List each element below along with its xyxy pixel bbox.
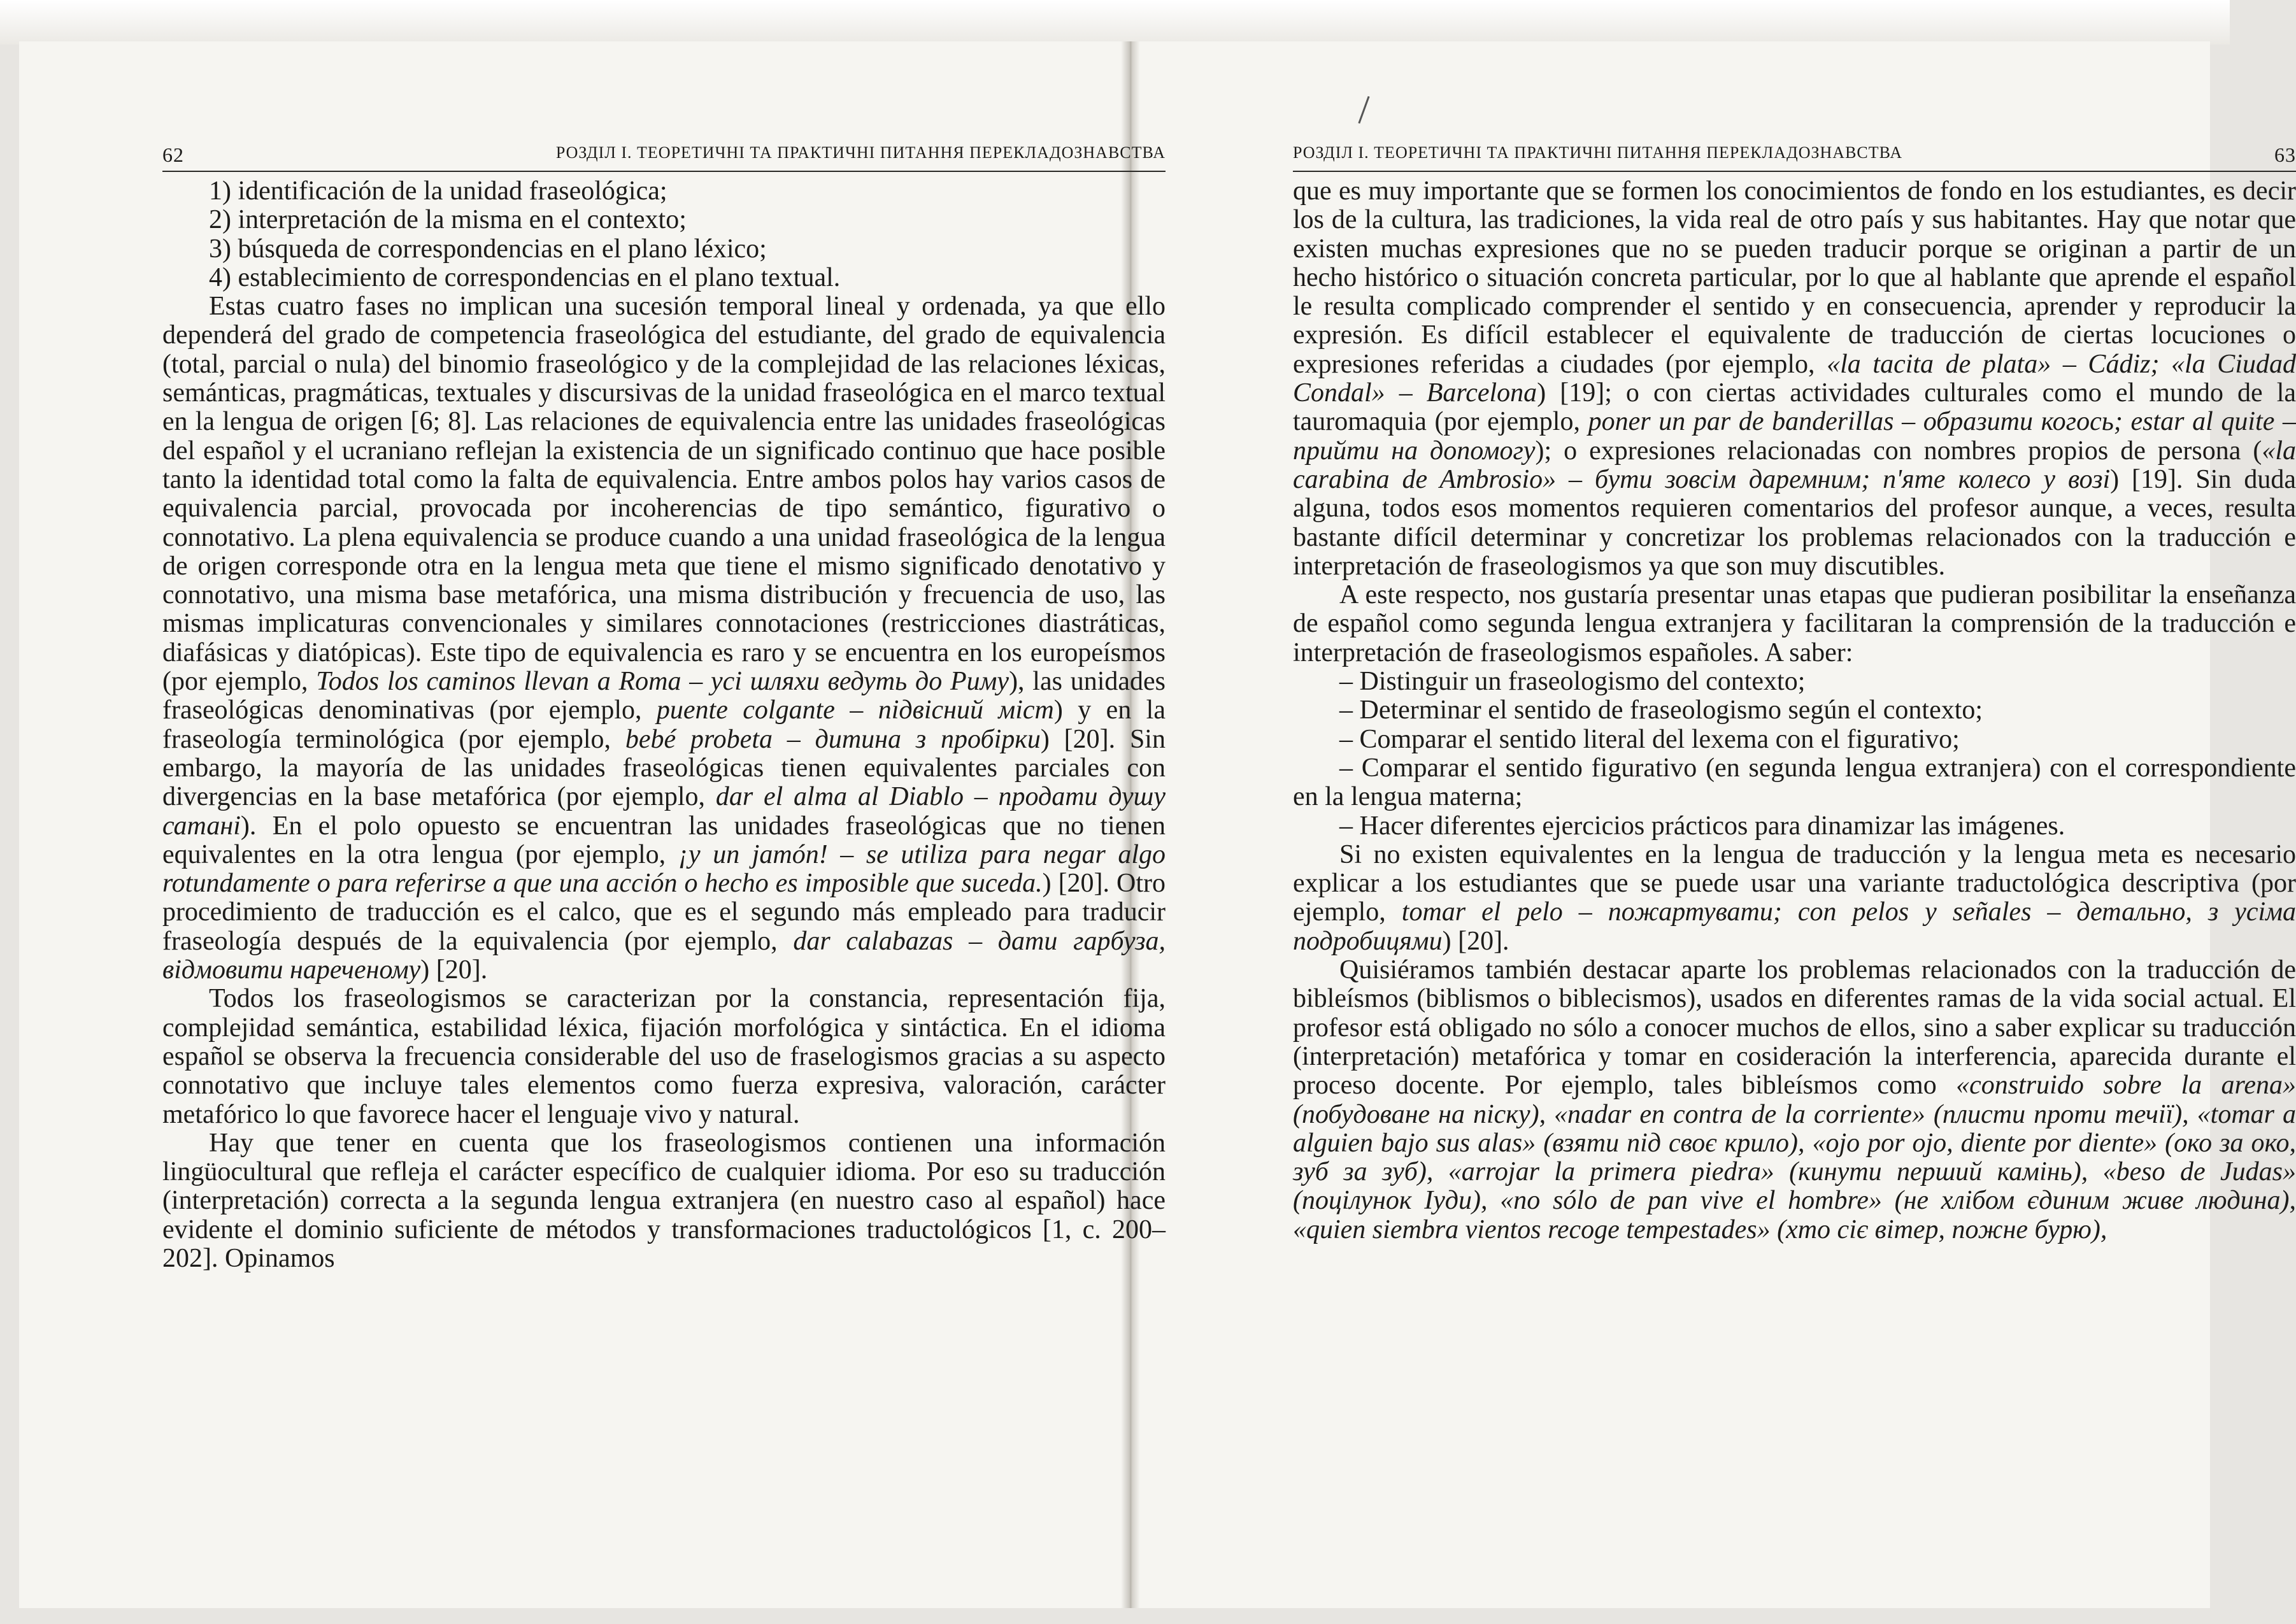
paragraph: Hay que tener en cuenta que los fraseologismos contienen una información lingüocultural que refleja el carácter específico de cualquier idioma. Por eso su traducción (interpretación) correcta a la segunda lengua extranjera (en nuestro caso al español) hace evidente el dominio suficiente de métodos y transformaciones traductológicos [1, с. 200–202]. Opinamos: [162, 1128, 1166, 1273]
step-item: 4) establecimiento de correspondencias en el plano textual.: [209, 262, 841, 292]
list-item: – Determinar el sentido de fraseologismo según el contexto;: [1339, 695, 1983, 725]
list-item: – Comparar el sentido figurativo (en segunda lengua extranjera) con el correspondiente en la lengua materna;: [1293, 753, 2296, 812]
list-item: – Distinguir un fraseologismo del contexto;: [1339, 667, 1806, 697]
right-body: [1293, 177, 2296, 1244]
left-chapter-title: РОЗДІЛ І. ТЕОРЕТИЧНІ ТА ПРАКТИЧНІ ПИТАННЯ ПЕРЕКЛАДОЗНАВСТВА: [555, 143, 1166, 162]
paragraph: Quisiéramos también destacar aparte los problemas relacionados con la traducción de bibleísmos (biblismos o biblecismos), usados en diferentes ramas de la vida social actual. El profesor está obligado no sólo a conocer muchos de ellos, sino a saber explicar su traducción (interpretación) metafórica y tomar en cosideración la interferencia, aparecida durante el proceso docente. Por ejemplo, tales bibleísmos como «construido sobre la arena» (побудоване на піску), «nadar en contra de la corriente» (плисти проти течії), «tomar a alguien bajo sus alas» (взяти під своє крило), «ojo por ojo, diente por diente» (око за око, зуб за зуб), «arrojar la primera piedra» (кинути перший камінь), «beso de Judas» (поцілунок Іуди), «no sólo de pan vive el hombre» (не хлібом єдиним живе людина), «quien siembra vientos recoge tempestades» (хто сіє вітер, пожне бурю),: [1293, 955, 2296, 1244]
paragraph: que es muy importante que se formen los conocimientos de fondo en los estudiantes, es decir los de la cultura, las tradiciones, la vida real de otro país y sus habitantes. Hay que notar que existen muchas expresiones que no se pueden traducir porque se originan a partir de un hecho histórico o situación concreta particular, por lo que al hablante que aprende el español le resulta complicado comprender el sentido y en consecuencia, aprender y reproducir la expresión. Es difícil establecer el equivalente de traducción de ciertas locuciones o expresiones referidas a ciudades (por ejemplo, «la tacita de plata» – Cádiz; «la Ciudad Condal» – Barcelona) [19]; o con ciertas actividades culturales como el mundo de la tauromaquia (por ejemplo, poner un par de banderillas – образити когось; estar al quite – прийти на допомогу); o expresiones relacionadas con nombres propios de persona («la carabina de Ambrosio» – бути зовсім даремним; п'яте колесо у возі) [19]. Sin duda alguna, todos esos momentos requieren comentarios del profesor aunque, a veces, resulta bastante difícil determinar y concretizar los problemas relacionados con la traducción e interpretación de fraseologismos ya que son muy discutibles.: [1293, 176, 2296, 581]
step-item: 3) búsqueda de correspondencias en el plano léxico;: [209, 234, 767, 264]
paragraph: Todos los fraseologismos se caracterizan por la constancia, representación fija, complejidad semántica, estabilidad léxica, fijación morfológica y sintáctica. En el idioma español se observa la frecuencia considerable del uso de fraselogismos gracias a su aspecto connotativo que incluye tales elementos como fuerza expresiva, valoración, carácter metafórico lo que favorece hacer el lenguaje vivo y natural.: [162, 984, 1166, 1129]
list-item: – Comparar el sentido literal del lexema con el figurativo;: [1339, 724, 1960, 754]
list-item: – Hacer diferentes ejercicios prácticos para dinamizar las imágenes.: [1339, 811, 2065, 841]
left-page: [162, 140, 1166, 1273]
page-edge-top: [0, 0, 2230, 45]
right-running-head: [1293, 140, 2296, 172]
left-running-head: [162, 140, 1166, 172]
step-item: 1) identificación de la unidad fraseológica;: [209, 176, 667, 206]
paragraph: Estas cuatro fases no implican una sucesión temporal lineal y ordenada, ya que ello dependerá del grado de competencia fraseológica del estudiante, del grado de equivalencia (total, parcial o nula) del binomio fraseológico y de la complejidad de las relaciones léxicas, semánticas, pragmáticas, textuales y discursivas de la unidad fraseológica en el marco textual en la lengua de origen [6; 8]. Las relaciones de equivalencia entre las unidades fraseológicas del español y el ucraniano reflejan la existencia de un significado continuo que hace posible tanto la identidad total como la falta de equivalencia. Entre ambos polos hay varios casos de equivalencia parcial, provocada por incoherencias de tipo semántico, figurativo o connotativo. La plena equivalencia se produce cuando a una unidad fraseológica de la lengua de origen corresponde otra en la lengua meta que tiene el mismo significado denotativo y connotativo, una misma base metafórica, una misma distribución y frecuencia de uso, las mismas implicaturas convencionales y similares connotaciones (restricciones diastráticas, diafásicas y diatópicas). Este tipo de equivalencia es raro y se encuentra en los europeísmos (por ejemplo, Todos los caminos llevan a Roma – усі шляхи ведуть до Риму), las unidades fraseológicas denominativas (por ejemplo, puente colgante – підвісний міст) y en la fraseología terminológica (por ejemplo, bebé probeta – дитина з пробірки) [20]. Sin embargo, la mayoría de las unidades fraseológicas tienen equivalentes parciales con divergencias en la base metafórica (por ejemplo, dar el alma al Diablo – продати душу сатані). En el polo opuesto se encuentran las unidades fraseológicas que no tienen equivalentes en la otra lengua (por ejemplo, ¡y un jamón! – se utiliza para negar algo rotundamente o para referirse a que una acción o hecho es imposible que suceda.) [20]. Otro procedimiento de traducción es el calco, que es el segundo más empleado para traducir fraseología después de la equivalencia (por ejemplo, dar calabazas – дати гарбуза, відмовити нареченому) [20].: [162, 292, 1166, 985]
right-page: [1293, 140, 2296, 1244]
paragraph: Si no existen equivalentes en la lengua de traducción y la lengua meta es necesario explicar a los estudiantes que se puede usar una variante traductológica descriptiva (por ejemplo, tomar el pelo – пожартувати; con pelos y señales – детально, з усіма подробицями) [20].: [1293, 839, 2296, 956]
step-item: 2) interpretación de la misma en el contexto;: [209, 205, 687, 235]
paragraph: A este respecto, nos gustaría presentar unas etapas que pudieran posibilitar la enseñanza de español como segunda lengua extranjera y facilitaran la comprensión de la traducción e interpretación de fraseologismos españoles. A saber:: [1293, 580, 2296, 667]
left-page-number: 62: [162, 143, 184, 166]
right-page-number: 63: [2274, 143, 2296, 166]
left-body: [162, 177, 1166, 1273]
right-chapter-title: РОЗДІЛ І. ТЕОРЕТИЧНІ ТА ПРАКТИЧНІ ПИТАННЯ ПЕРЕКЛАДОЗНАВСТВА: [1293, 143, 1903, 162]
